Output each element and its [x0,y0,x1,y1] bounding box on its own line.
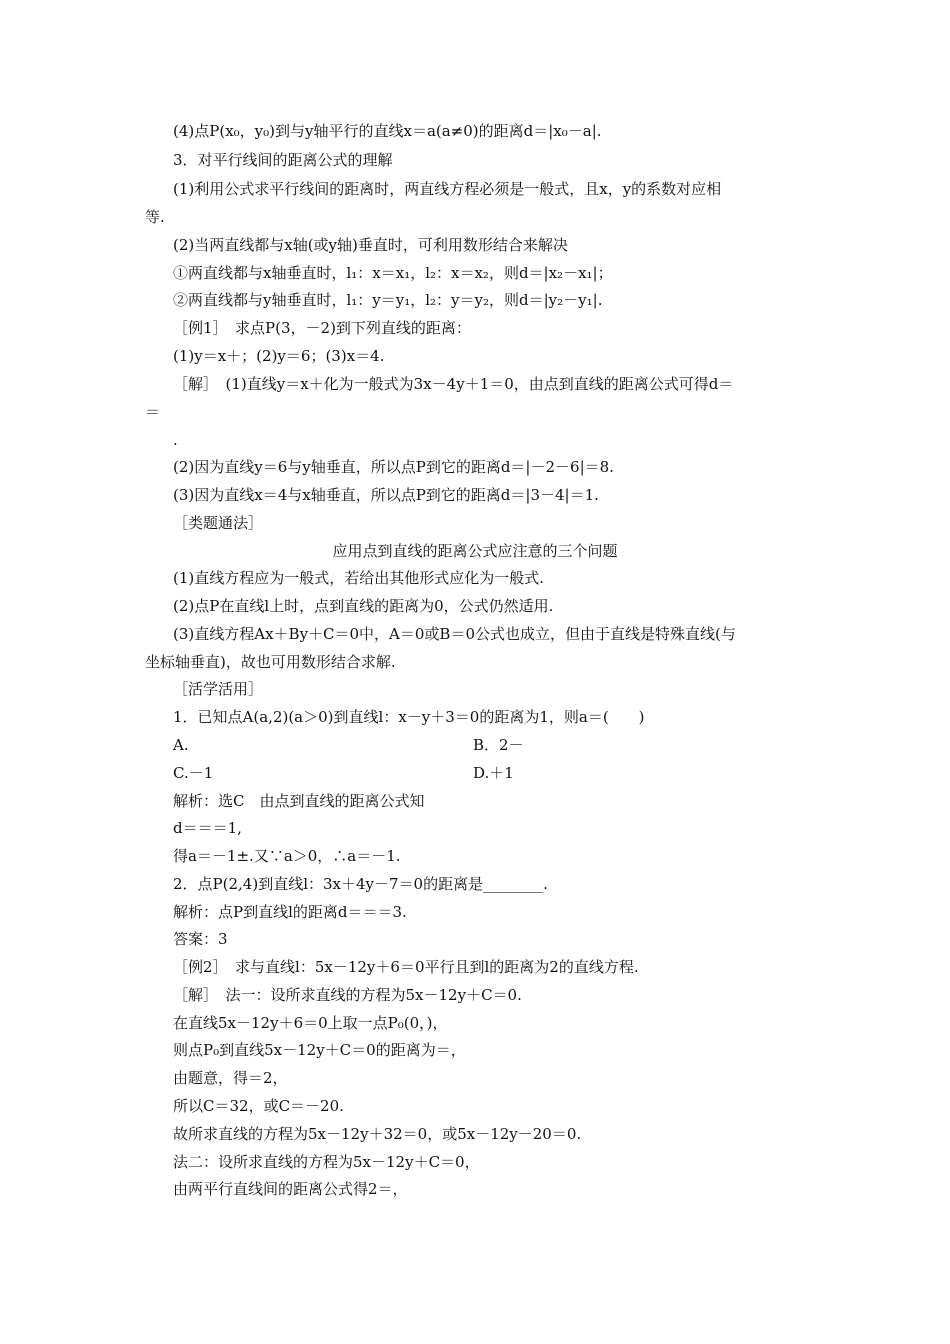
section-label: ［类题通法］ [173,514,264,532]
text-line: 则点P₀到直线5x－12y＋C＝0的距离为＝， [173,1041,466,1059]
text-line: (2)点P在直线l上时，点到直线的距离为0，公式仍然适用. [173,597,554,615]
example-heading: ［例2］ 求与直线l：5x－12y＋6＝0平行且到l的距离为2的直线方程. [173,958,639,976]
text-line: 解析：选C 由点到直线的距离公式知 [173,792,425,810]
text-line: (2)因为直线y＝6与y轴垂直，所以点P到它的距离d＝|－2－6|＝8. [173,458,614,476]
text-line: 坐标轴垂直)，故也可用数形结合求解. [145,653,396,671]
text-line: (4)点P(x₀，y₀)到与y轴平行的直线x＝a(a≠0)的距离d＝|x₀－a|. [173,122,602,140]
text-line: . [173,431,178,449]
text-line: ①两直线都与x轴垂直时，l₁：x＝x₁，l₂：x＝x₂，则d＝|x₂－x₁|； [173,264,613,282]
section-label: ［活学活用］ [173,680,264,698]
option-a: A. [173,736,189,754]
section-heading: 3．对平行线间的距离公式的理解 [173,151,393,169]
text-line: 在直线5x－12y＋6＝0上取一点P₀(0，)， [173,1014,448,1032]
text-line: 故所求直线的方程为5x－12y＋32＝0，或5x－12y－20＝0. [173,1125,582,1143]
text-line: 等. [145,208,165,226]
text-line: 由两平行直线间的距离公式得2＝， [173,1180,408,1198]
text-line: ②两直线都与y轴垂直时，l₁：y＝y₁，l₂：y＝y₂，则d＝|y₂－y₁|. [173,291,603,309]
text-line: (3)因为直线x＝4与x轴垂直，所以点P到它的距离d＝|3－4|＝1. [173,486,599,504]
text-line: 法二：设所求直线的方程为5x－12y＋C＝0， [173,1153,480,1171]
text-line: 解析：点P到直线l的距离d＝＝＝3. [173,903,407,921]
text-line: 由题意，得＝2， [173,1069,288,1087]
example-heading: ［例1］ 求点P(3，－2)到下列直线的距离： [173,319,471,337]
text-line: (1)直线方程应为一般式，若给出其他形式应化为一般式. [173,569,545,587]
text-line: ＝ [145,403,161,421]
text-line: 所以C＝32，或C＝－20. [173,1097,344,1115]
answer-line: 答案：3 [173,930,228,948]
text-line: d＝＝＝1, [173,819,242,837]
question-line: 2．点P(2,4)到直线l：3x＋4y－7＝0的距离是________. [173,875,548,893]
text-line: ［解］ (1)直线y＝x＋化为一般式为3x－4y＋1＝0，由点到直线的距离公式可得d＝ [173,375,734,393]
option-c: C.－1 [173,764,214,782]
question-line: 1．已知点A(a,2)(a＞0)到直线l：x－y＋3＝0的距离为1，则a＝( ) [173,708,645,726]
text-line: (1)利用公式求平行线间的距离时，两直线方程必须是一般式，且x，y的系数对应相 [173,180,722,198]
centered-title: 应用点到直线的距离公式应注意的三个问题 [332,542,618,560]
text-line: (3)直线方程Ax＋By＋C＝0中，A＝0或B＝0公式也成立，但由于直线是特殊直线(与 [173,625,736,643]
option-d: D.＋1 [473,764,514,782]
text-line: (2)当两直线都与x轴(或y轴)垂直时，可利用数形结合来解决 [173,236,568,254]
text-line: 得a＝－1±.又∵a＞0，∴a＝－1. [173,847,401,865]
option-b: B．2－ [473,736,524,754]
text-line: ［解］ 法一：设所求直线的方程为5x－12y＋C＝0. [173,986,522,1004]
text-line: (1)y＝x＋；(2)y＝6；(3)x＝4. [173,347,385,365]
